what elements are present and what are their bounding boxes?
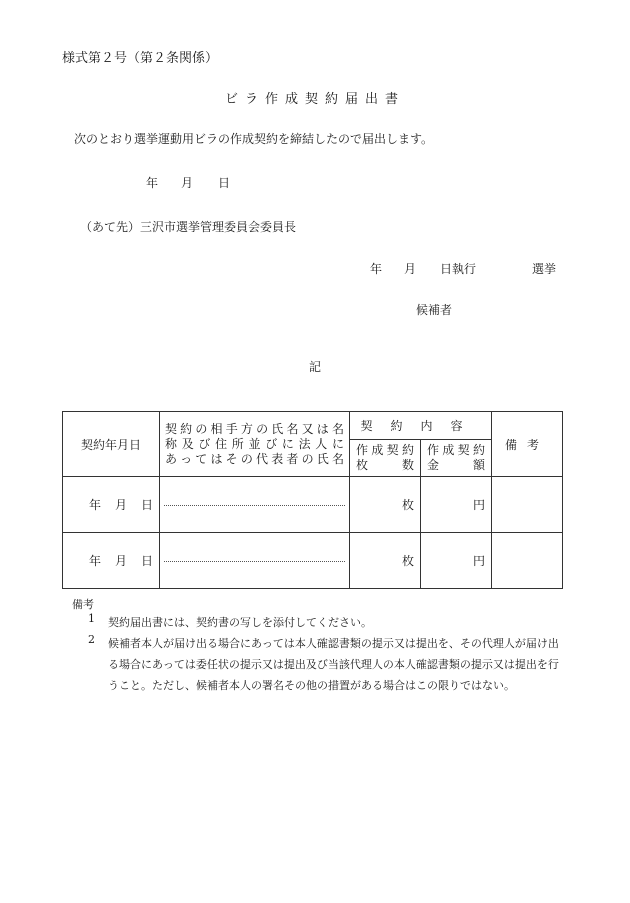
note-number: 2: [88, 633, 95, 646]
row-day: 日: [140, 554, 153, 568]
submission-year: 年: [146, 176, 159, 190]
table-row: [63, 533, 563, 589]
election-month: 月: [404, 262, 417, 276]
row-day: 日: [140, 498, 153, 512]
contract-table: [62, 411, 563, 589]
addressee: （あて先）三沢市選挙管理委員会委員長: [80, 220, 297, 234]
header-contract-content: 契約内容: [350, 412, 492, 440]
header-count: [350, 440, 421, 477]
election-day-executed: 日執行: [440, 262, 477, 276]
candidate-label: 候補者: [416, 303, 453, 317]
header-party-line: あってはその代表者の氏名: [165, 451, 344, 466]
row-party: [160, 477, 350, 533]
header-party-line: 称及び住所並びに法人に: [165, 436, 344, 451]
row-amount: 円: [421, 533, 492, 589]
row-amount: 円: [421, 477, 492, 533]
form-number: 様式第２号（第２条関係）: [62, 51, 219, 66]
header-contract-party: [160, 412, 350, 477]
row-date: [63, 477, 160, 533]
header-remarks: 備考: [492, 412, 563, 477]
row-remarks: [492, 477, 563, 533]
row-month: 月: [114, 554, 127, 568]
submission-day: 日: [218, 176, 231, 190]
dotted-line: [164, 561, 345, 562]
header-party-line: 契約の相手方の氏名又は名: [165, 421, 344, 436]
header-contract-date: 契約年月日: [63, 412, 160, 477]
intro-text: 次のとおり選挙運動用ビラの作成契約を締結したので届出します。: [74, 132, 434, 146]
row-remarks: [492, 533, 563, 589]
page-title: ビラ作成契約届出書: [224, 92, 405, 107]
row-month: 月: [114, 498, 127, 512]
table-row: [63, 477, 563, 533]
note-number: 1: [88, 612, 95, 625]
row-date: [63, 533, 160, 589]
election-label: 選挙: [532, 262, 557, 276]
dotted-line: [164, 505, 345, 506]
header-amount-line: 金 額: [427, 458, 486, 472]
note-text: 契約届出書には、契約書の写しを添付してください。: [108, 616, 372, 629]
table-header-row: [63, 412, 563, 440]
row-party: [160, 533, 350, 589]
election-year: 年: [370, 262, 383, 276]
ki-heading: 記: [309, 360, 322, 374]
row-year: 年: [88, 554, 101, 568]
row-count: 枚: [350, 533, 421, 589]
header-amount-line: 作成契約: [427, 443, 486, 457]
note-text: 候補者本人が届け出る場合にあっては本人確認書類の提示又は提出を、その代理人が届け出る場合にあっては委任状の提示又は提出及び当該代理人の本人確認書類の提示又は提出を行うこと。ただし、候補者本人の署名その他の措置がある場合はこの限りではない。: [108, 637, 559, 692]
header-count-line: 作成契約: [356, 443, 414, 457]
header-count-line: 枚 数: [356, 458, 414, 472]
row-year: 年: [88, 498, 101, 512]
remarks-title: 備考: [72, 598, 94, 611]
header-amount: [421, 440, 492, 477]
submission-month: 月: [181, 176, 194, 190]
row-count: 枚: [350, 477, 421, 533]
